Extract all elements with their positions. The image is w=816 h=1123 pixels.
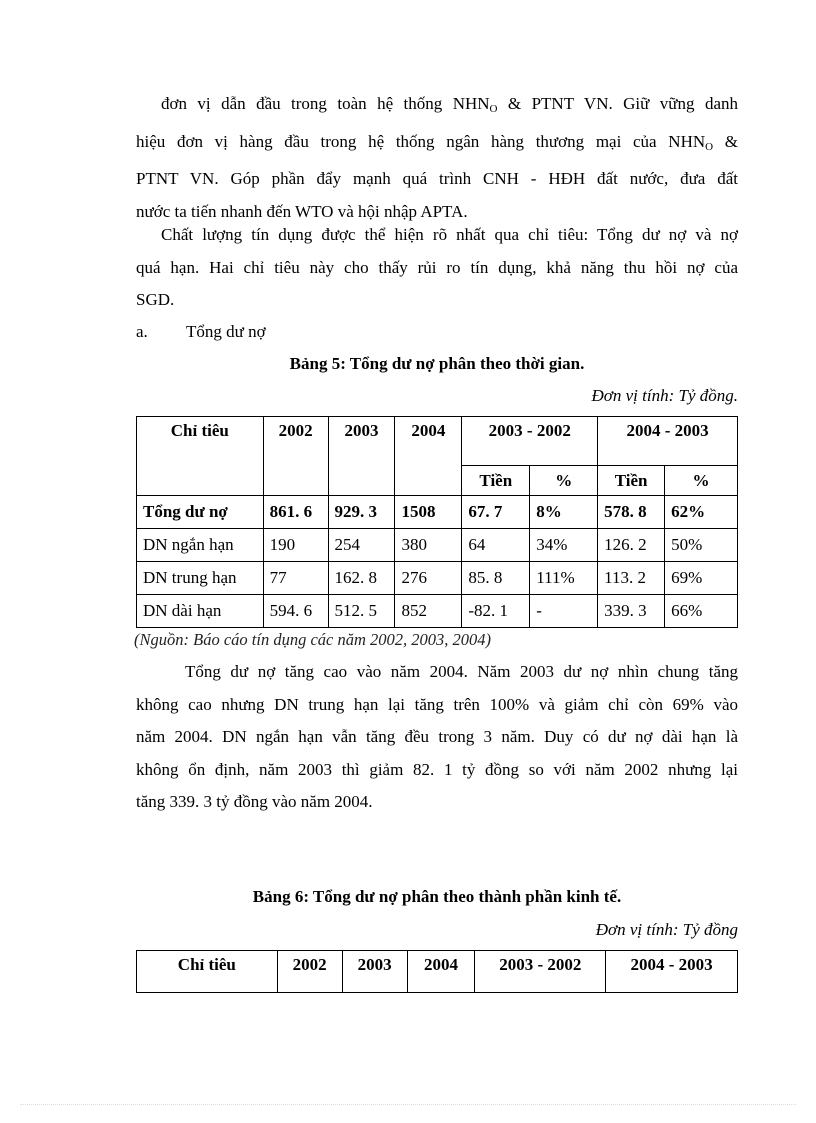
table-cell: -82. 1 [462, 595, 530, 628]
paragraph-line: Tổng dư nợ tăng cao vào năm 2004. Năm 2003 dư nợ nhìn chung tăng [185, 662, 738, 681]
table-6 [136, 950, 738, 993]
table-cell: 85. 8 [462, 562, 530, 595]
header-cell: 2003 - 2002 [462, 417, 598, 466]
paragraph-line [136, 88, 738, 126]
paragraph-line: SGD. [136, 290, 175, 310]
table-6-unit: Đơn vị tính: Tỷ đồng [595, 920, 738, 939]
table-cell: 50% [665, 529, 738, 562]
table-cell: 77 [263, 562, 328, 595]
section-label: a. [136, 322, 148, 341]
text-run: hiệu đơn vị hàng đầu trong hệ thống ngân hàng thương mại của NHN [136, 131, 706, 151]
paragraph-1 [136, 88, 738, 228]
header-cell: 2004 - 2003 [598, 417, 738, 466]
paragraph-line: quá hạn. Hai chỉ tiêu này cho thấy rủi ro tín dụng, khả năng thu hồi nợ của [136, 257, 738, 277]
table-row [137, 595, 738, 628]
table-cell: 1508 [395, 496, 462, 529]
table-cell: 126. 2 [598, 529, 665, 562]
paragraph-line: không ổn định, năm 2003 thì giảm 82. 1 tỷ đồng so với năm 2002 nhưng lại [136, 759, 738, 779]
table-cell: 578. 8 [598, 496, 665, 529]
paragraph-line: không cao nhưng DN trung hạn lại tăng trên 100% và giảm chỉ còn 69% vào [136, 694, 738, 714]
table-5-caption: Bảng 5: Tổng dư nợ phân theo thời gian. [289, 354, 585, 373]
table-cell: 861. 6 [263, 496, 328, 529]
table-cell: 111% [530, 562, 598, 595]
text-run: & PTNT VN. Giữ vững danh [497, 94, 738, 113]
header-cell: 2002 [277, 951, 342, 993]
header-cell: 2003 [328, 417, 395, 496]
table-cell: 64 [462, 529, 530, 562]
header-cell: 2004 [407, 951, 475, 993]
table-row [137, 529, 738, 562]
table-cell: 66% [665, 595, 738, 628]
paragraph-3 [136, 656, 738, 819]
header-cell: 2003 [342, 951, 407, 993]
table-cell: 852 [395, 595, 462, 628]
table-cell: 162. 8 [328, 562, 395, 595]
table-cell: 254 [328, 529, 395, 562]
table-cell: 594. 6 [263, 595, 328, 628]
row-label: DN ngắn hạn [137, 529, 264, 562]
header-cell: Chỉ tiêu [137, 417, 264, 496]
subscript: O [705, 140, 714, 153]
table-5-source: (Nguồn: Báo cáo tín dụng các năm 2002, 2003, 2004) [134, 630, 491, 649]
table-cell: 69% [665, 562, 738, 595]
paragraph-line: PTNT VN. Góp phần đẩy mạnh quá trình CNH - HĐH đất nước, đưa đất [136, 169, 738, 189]
page-bottom-border [20, 1104, 796, 1105]
subscript: O [489, 103, 498, 115]
table-5-unit: Đơn vị tính: Tỷ đồng. [591, 386, 738, 405]
table-cell: 190 [263, 529, 328, 562]
paragraph-line: nước ta tiến nhanh đến WTO và hội nhập APTA. [136, 201, 468, 221]
subheader-cell: % [530, 466, 598, 496]
header-cell: 2004 [395, 417, 462, 496]
table-header-row [137, 417, 738, 466]
table-5 [136, 416, 738, 628]
header-cell: 2002 [263, 417, 328, 496]
paragraph-line: Chất lượng tín dụng được thể hiện rõ nhất qua chỉ tiêu: Tổng dư nợ và nợ [161, 225, 738, 244]
table-cell: 67. 7 [462, 496, 530, 529]
table-cell: 34% [530, 529, 598, 562]
table-cell: 380 [395, 529, 462, 562]
table-cell: 929. 3 [328, 496, 395, 529]
subheader-cell: Tiền [462, 466, 530, 496]
table-cell: 276 [395, 562, 462, 595]
header-cell: Chỉ tiêu [137, 951, 278, 993]
text-run: & [713, 131, 738, 151]
row-label: Tổng dư nợ [137, 496, 264, 529]
text-run: đơn vị dẫn đầu trong toàn hệ thống NHN [161, 94, 490, 113]
header-cell: 2004 - 2003 [606, 951, 738, 993]
paragraph-line: tăng 339. 3 tỷ đồng vào năm 2004. [136, 792, 373, 812]
table-cell: - [530, 595, 598, 628]
subheader-cell: % [665, 466, 738, 496]
row-label: DN dài hạn [137, 595, 264, 628]
table-cell: 339. 3 [598, 595, 665, 628]
table-cell: 113. 2 [598, 562, 665, 595]
paragraph-2 [136, 219, 738, 317]
row-label: DN trung hạn [137, 562, 264, 595]
header-cell: 2003 - 2002 [475, 951, 606, 993]
table-6-caption: Bảng 6: Tổng dư nợ phân theo thành phần kinh tế. [252, 887, 622, 906]
paragraph-line [136, 126, 738, 164]
section-title: Tổng dư nợ [186, 322, 266, 341]
table-row [137, 562, 738, 595]
section-heading [136, 322, 266, 342]
subheader-cell: Tiền [598, 466, 665, 496]
table-header-row [137, 951, 738, 993]
table-row [137, 496, 738, 529]
table-cell: 512. 5 [328, 595, 395, 628]
table-cell: 8% [530, 496, 598, 529]
paragraph-line: năm 2004. DN ngắn hạn vẫn tăng đều trong 3 năm. Duy có dư nợ dài hạn là [136, 727, 738, 747]
table-cell: 62% [665, 496, 738, 529]
